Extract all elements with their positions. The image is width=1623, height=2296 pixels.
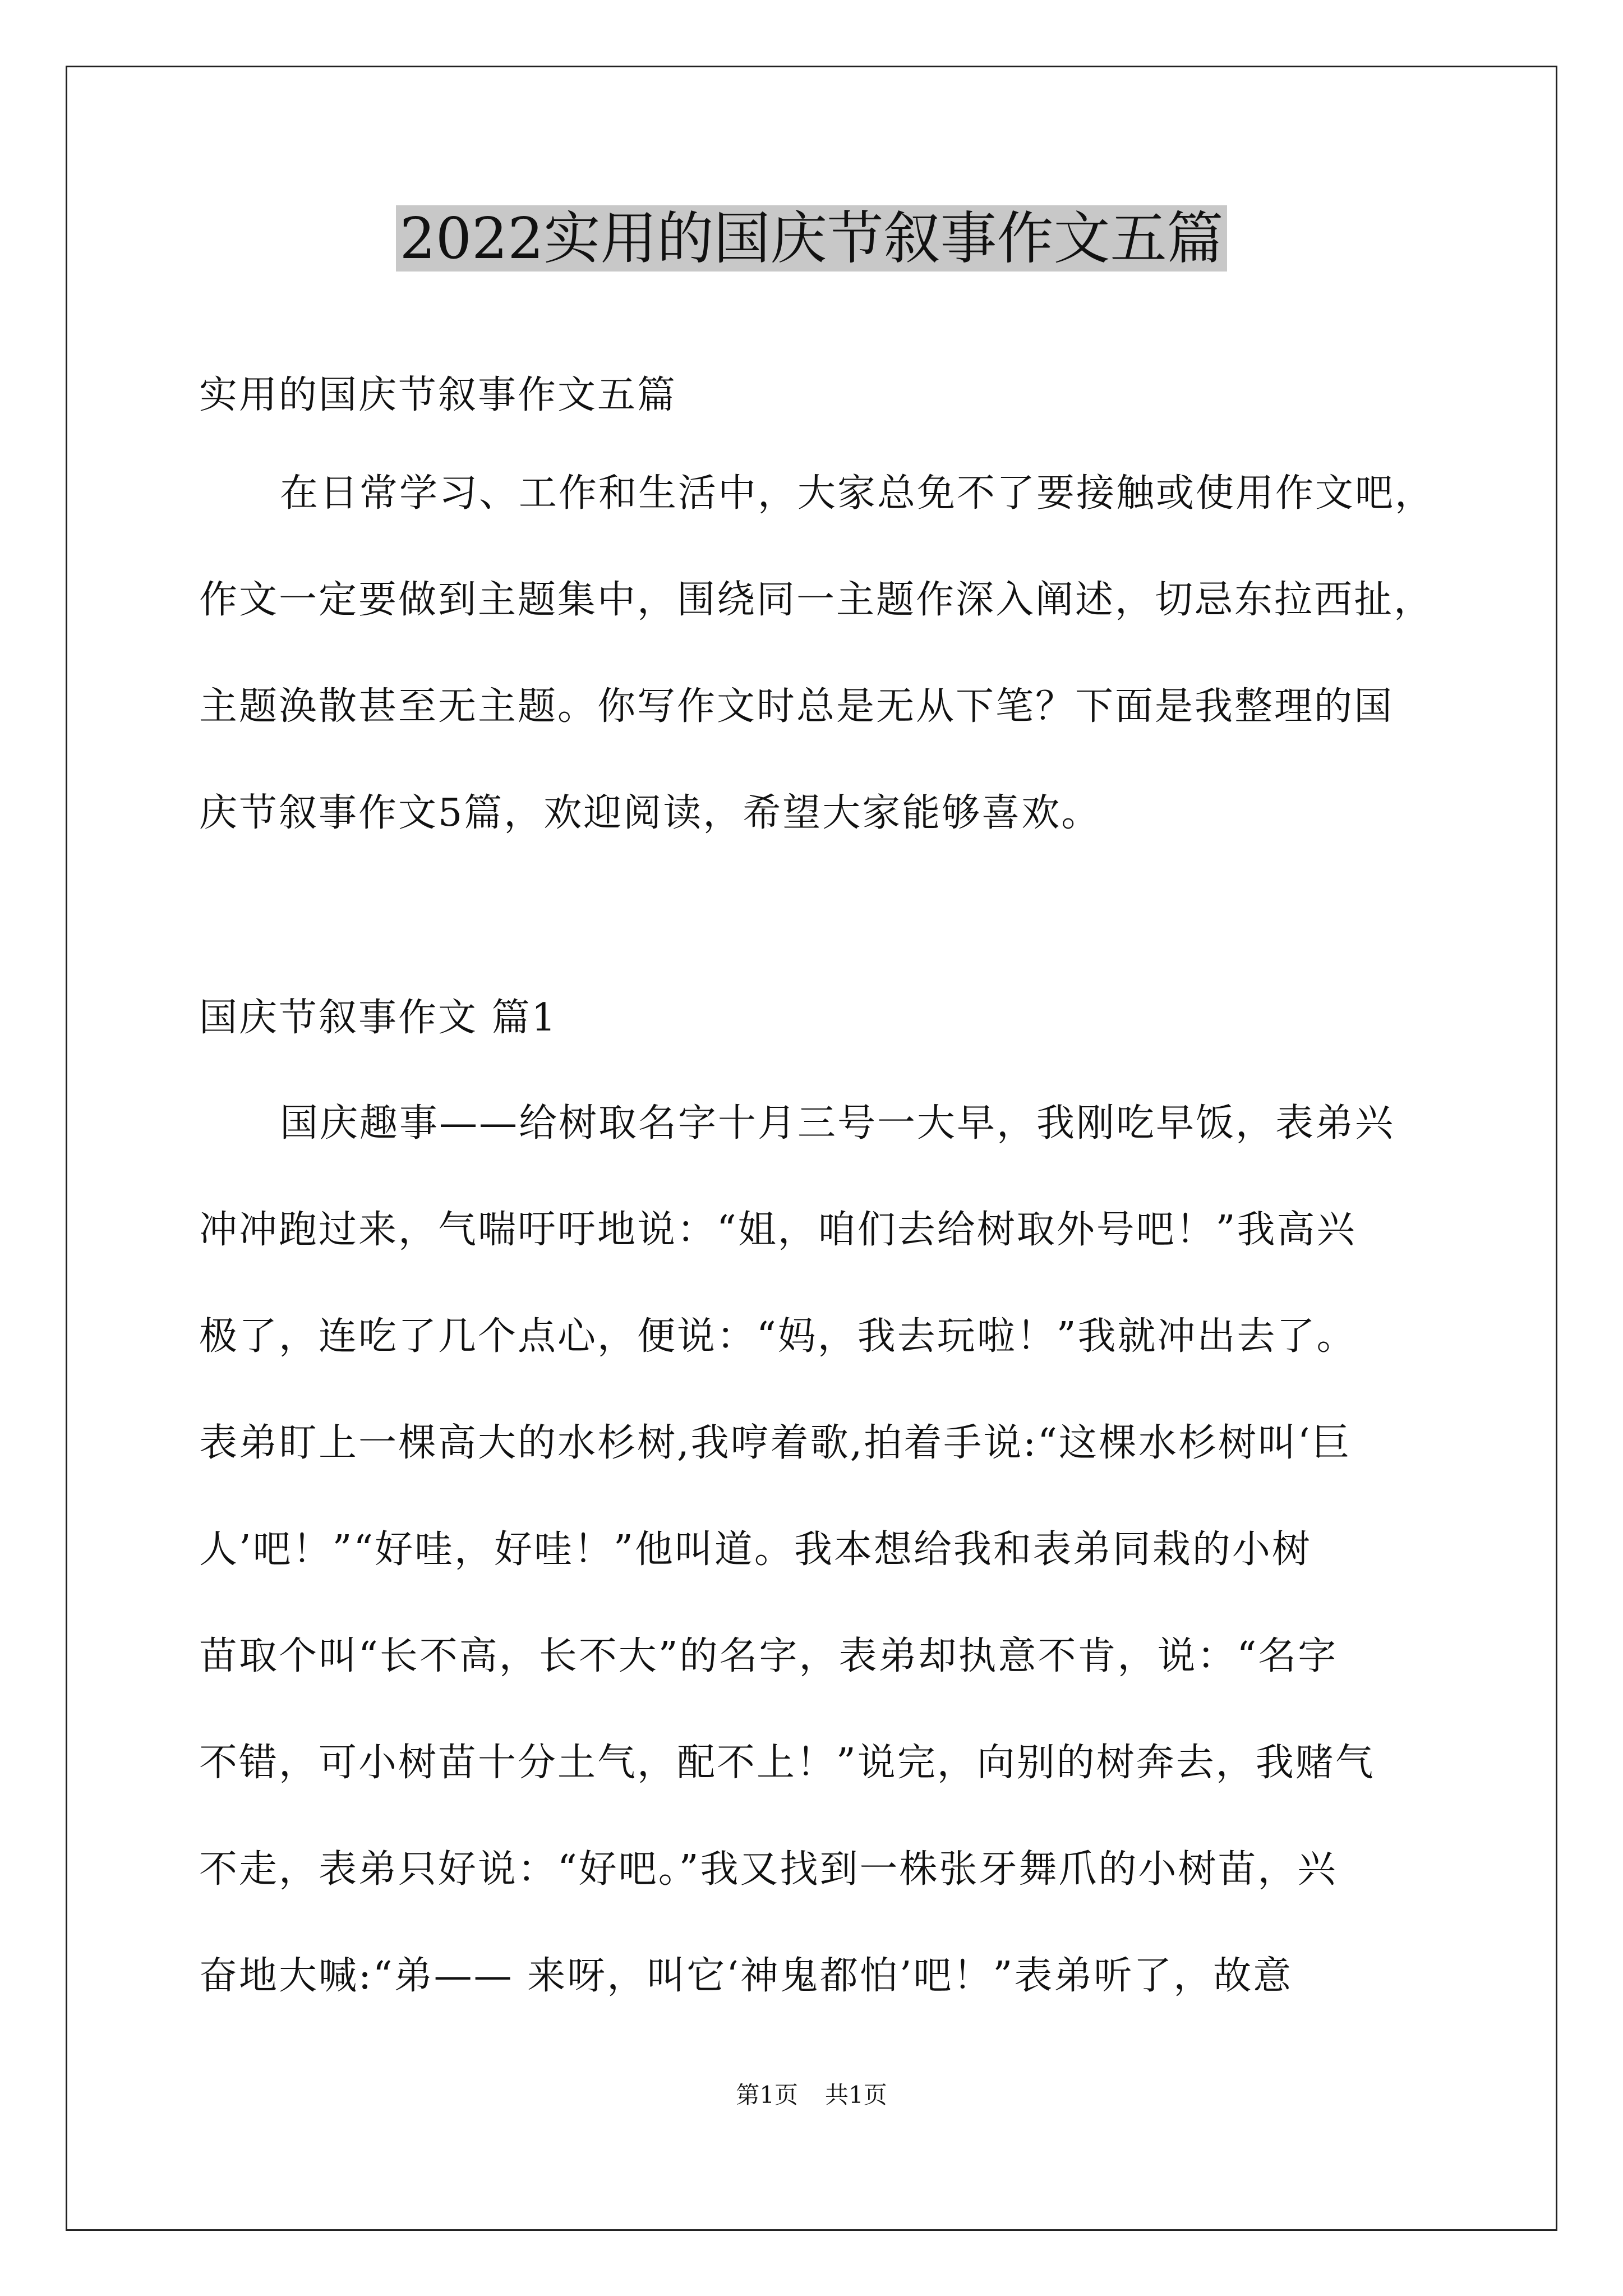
paragraph-line: 奋地大喊:“弟—— 来呀，叫它‘神鬼都怕’吧！”表弟听了，故意 — [199, 1954, 1293, 1998]
paragraph-line: 主题涣散甚至无主题。你写作文时总是无从下笔？下面是我整理的国 — [199, 684, 1394, 729]
page-footer — [0, 2078, 1623, 2112]
intro-paragraph — [199, 440, 1455, 867]
section-heading — [199, 965, 1455, 1071]
subtitle-line: 实用的国庆节叙事作文五篇 — [199, 373, 677, 417]
page-number-total: 共1页 — [825, 2081, 887, 2109]
paragraph-line: 表弟盯上一棵高大的水杉树,我哼着歌,拍着手说:“这棵水杉树叫‘巨 — [199, 1421, 1352, 1465]
paragraph-line: 不走，表弟只好说：“好吧。”我又找到一株张牙舞爪的小树苗，兴 — [199, 1847, 1338, 1892]
paragraph-line: 苗取个叫“长不高，长不大”的名字，表弟却执意不肯，说：“名字 — [199, 1634, 1338, 1678]
body-paragraph — [199, 1070, 1455, 2030]
document-title: 2022实用的国庆节叙事作文五篇 — [0, 199, 1623, 278]
paragraph-line: 作文一定要做到主题集中，围绕同一主题作深入阐述，切忌东拉西扯， — [199, 578, 1434, 622]
paragraph-line: 国庆趣事——给树取名字十月三号一大早，我刚吃早饭，表弟兴 — [280, 1101, 1395, 1145]
paragraph-line: 不错，可小树苗十分土气，配不上！”说完，向别的树奔去，我赌气 — [199, 1741, 1375, 1785]
paragraph-line: 在日常学习、工作和生活中，大家总免不了要接触或使用作文吧， — [280, 471, 1435, 516]
paragraph-line: 冲冲跑过来，气喘吁吁地说：“姐，咱们去给树取外号吧！”我高兴 — [199, 1208, 1357, 1252]
paragraph-line: 人’吧！”“好哇，好哇！”他叫道。我本想给我和表弟同栽的小树 — [199, 1527, 1312, 1572]
paragraph-line: 极了，连吃了几个点心，便说：“妈，我去玩啦！”我就冲出去了。 — [199, 1314, 1357, 1359]
paragraph-line: 庆节叙事作文5篇，欢迎阅读，希望大家能够喜欢。 — [199, 791, 1101, 835]
document-subtitle — [199, 342, 1455, 449]
page-number-current: 第1页 — [736, 2081, 798, 2109]
section-heading-text: 国庆节叙事作文 篇1 — [199, 996, 557, 1040]
